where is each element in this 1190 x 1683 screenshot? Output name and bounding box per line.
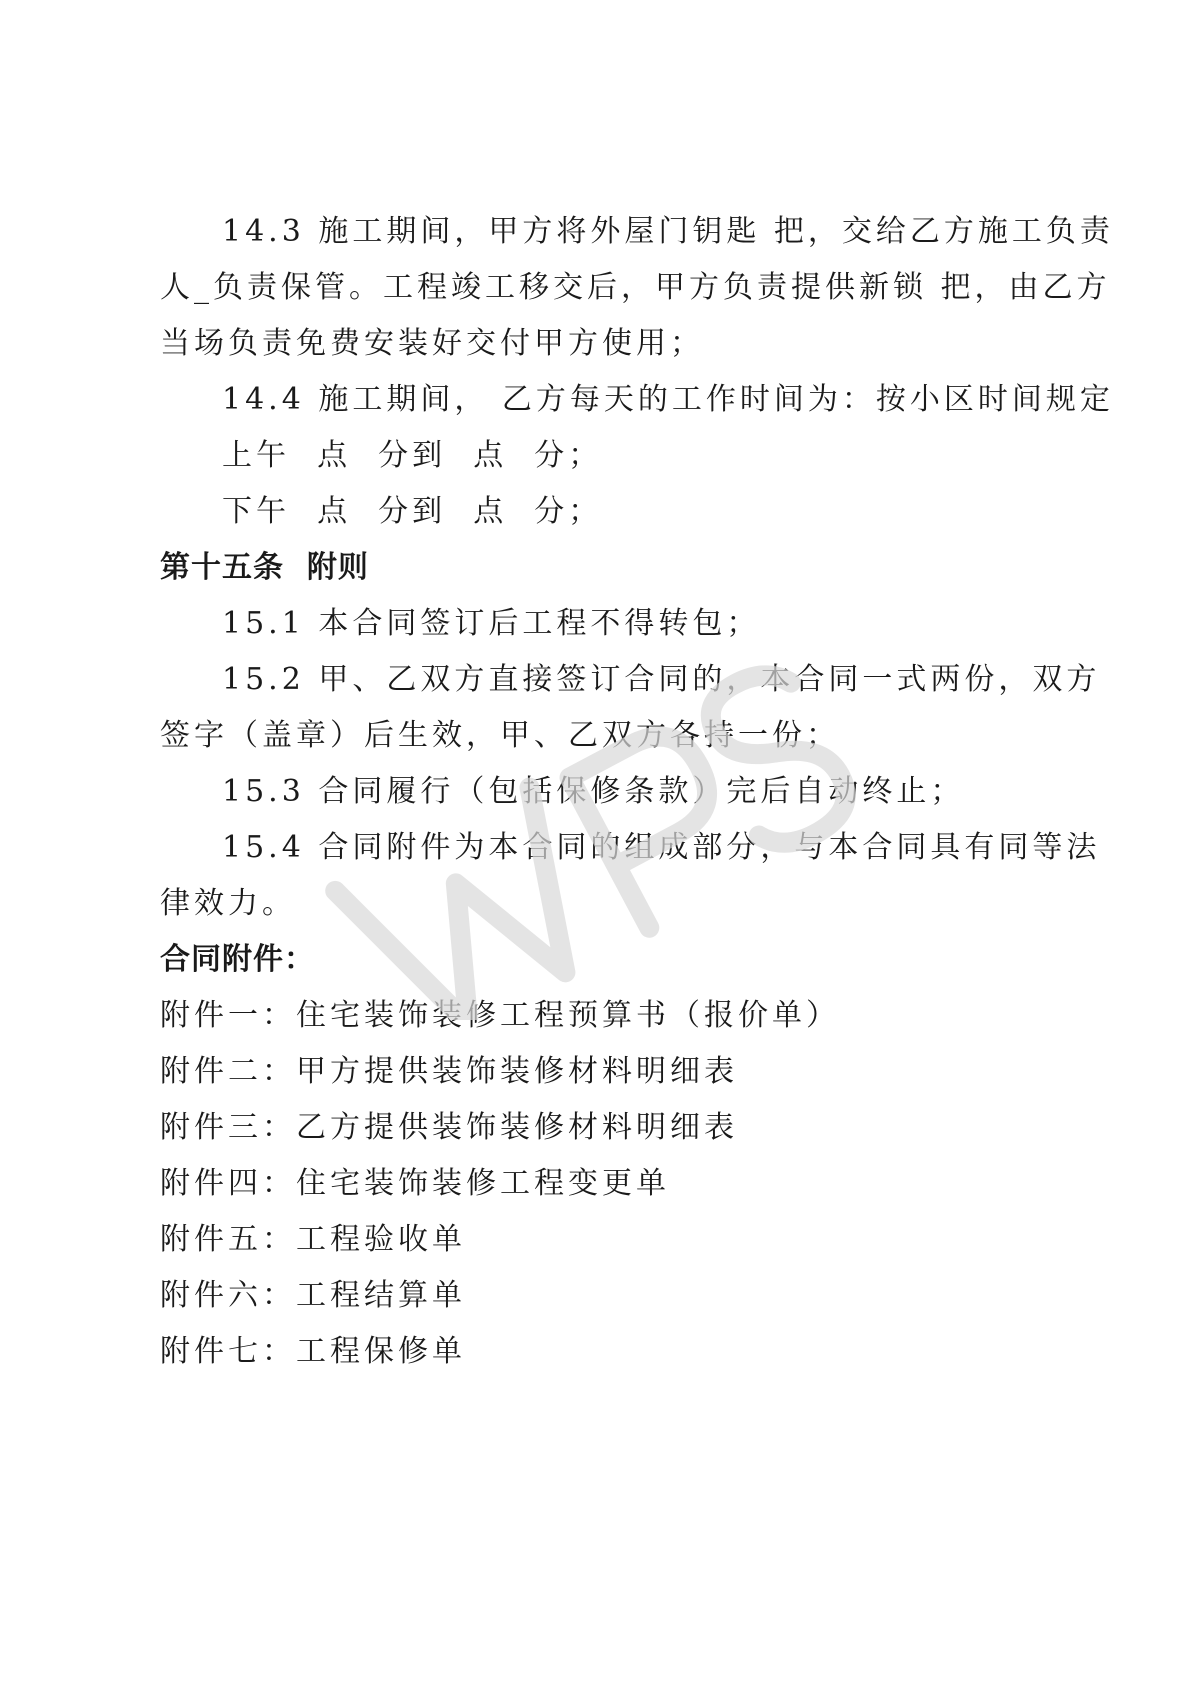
clause-15-2-line-2: 签字（盖章）后生效，甲、乙双方各持一份； — [160, 718, 840, 753]
attachment-item: 附件一：住宅装饰装修工程预算书（报价单） — [160, 998, 840, 1033]
clause-14-4-afternoon: 下午 点 分到 点 分； — [222, 494, 603, 529]
article-15-heading: 第十五条 附则 — [160, 550, 369, 585]
clause-14-4-morning: 上午 点 分到 点 分； — [222, 438, 603, 473]
attachment-item: 附件二：甲方提供装饰装修材料明细表 — [160, 1054, 738, 1089]
clause-15-3: 15.3 合同履行（包括保修条款）完后自动终止； — [222, 774, 965, 809]
clause-14-4-line-1: 14.4 施工期间， 乙方每天的工作时间为：按小区时间规定 — [222, 382, 1114, 417]
clause-15-2-line-1: 15.2 甲、乙双方直接签订合同的，本合同一式两份，双方 — [222, 662, 1101, 697]
clause-14-3-line-2: 人_负责保管。工程竣工移交后，甲方负责提供新锁 把，由乙方 — [160, 270, 1111, 305]
attachment-item: 附件六：工程结算单 — [160, 1278, 466, 1313]
attachment-item: 附件四：住宅装饰装修工程变更单 — [160, 1166, 670, 1201]
clause-14-3-line-1: 14.3 施工期间，甲方将外屋门钥匙 把，交给乙方施工负责 — [222, 214, 1114, 249]
attachment-item: 附件五：工程验收单 — [160, 1222, 466, 1257]
clause-14-3-line-3: 当场负责免费安装好交付甲方使用； — [160, 326, 704, 361]
attachments-heading: 合同附件： — [160, 942, 315, 977]
clause-15-4-line-2: 律效力。 — [160, 886, 296, 921]
attachment-item: 附件七：工程保修单 — [160, 1334, 466, 1369]
attachment-item: 附件三：乙方提供装饰装修材料明细表 — [160, 1110, 738, 1145]
clause-15-4-line-1: 15.4 合同附件为本合同的组成部分，与本合同具有同等法 — [222, 830, 1101, 865]
clause-15-1: 15.1 本合同签订后工程不得转包； — [222, 606, 761, 641]
